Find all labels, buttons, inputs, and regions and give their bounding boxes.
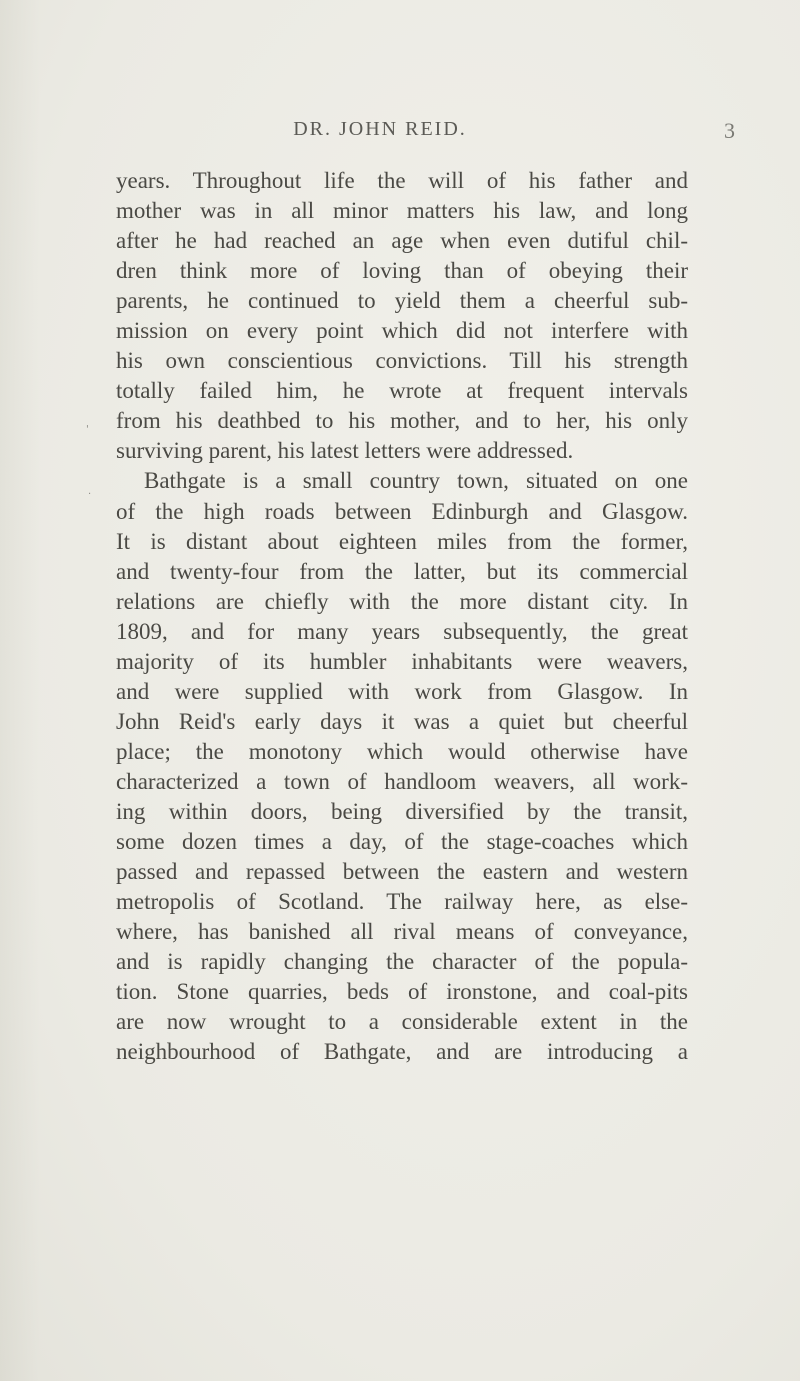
text-line: years. Throughout life the will of his father and: [116, 168, 688, 193]
text-line: ing within doors, being diversified by the transit,: [116, 798, 688, 824]
body-text: [116, 166, 688, 1067]
text-line: tion. Stone quarries, beds of ironstone, and coal-pits: [116, 979, 688, 1005]
page-number: 3: [724, 118, 735, 143]
text-line: mother was in all minor matters his law, and long: [116, 198, 688, 224]
text-line: some dozen times a day, of the stage-coaches which: [116, 829, 688, 855]
text-line: after he had reached an age when even dutiful chil-: [116, 228, 688, 254]
text-line: mission on every point which did not interfere with: [116, 318, 688, 344]
text-line: are now wrought to a considerable extent in the: [116, 1009, 688, 1035]
text-line: neighbourhood of Bathgate, and are introducing a: [116, 1039, 688, 1065]
text-line: from his deathbed to his mother, and to her, his only: [116, 408, 688, 434]
margin-mark: .: [88, 486, 92, 497]
text-line: his own conscientious convictions. Till his strength: [116, 348, 688, 374]
text-line: where, has banished all rival means of conveyance,: [116, 919, 688, 945]
text-line: majority of its humbler inhabitants were weavers,: [116, 648, 688, 674]
text-line: It is distant about eighteen miles from the former,: [116, 528, 688, 554]
text-line: passed and repassed between the eastern and western: [116, 859, 688, 885]
text-line: John Reid's early days it was a quiet but cheerful: [116, 708, 688, 734]
running-title: DR. JOHN REID.: [293, 118, 467, 140]
text-line: 1809, and for many years subsequently, the great: [116, 618, 688, 644]
text-line: dren think more of loving than of obeying their: [116, 258, 688, 284]
text-line: metropolis of Scotland. The railway here, as else-: [116, 889, 688, 915]
text-line: of the high roads between Edinburgh and Glasgow.: [116, 498, 688, 524]
margin-mark: ': [86, 424, 89, 435]
running-head: [0, 118, 800, 148]
text-line: relations are chiefly with the more distant city. In: [116, 588, 688, 614]
text-line: and twenty-four from the latter, but its commercial: [116, 558, 688, 584]
text-line: parents, he continued to yield them a cheerful sub-: [116, 288, 688, 314]
text-line: and were supplied with work from Glasgow. In: [116, 678, 688, 704]
text-line: characterized a town of handloom weavers, all work-: [116, 768, 688, 794]
text-line: place; the monotony which would otherwise have: [116, 738, 688, 764]
text-line: and is rapidly changing the character of the popula-: [116, 949, 688, 975]
text-line: totally failed him, he wrote at frequent intervals: [116, 378, 688, 404]
paragraph-start-line: Bathgate is a small country town, situated on one: [144, 468, 688, 494]
text-line: surviving parent, his latest letters were addressed.: [116, 438, 574, 464]
